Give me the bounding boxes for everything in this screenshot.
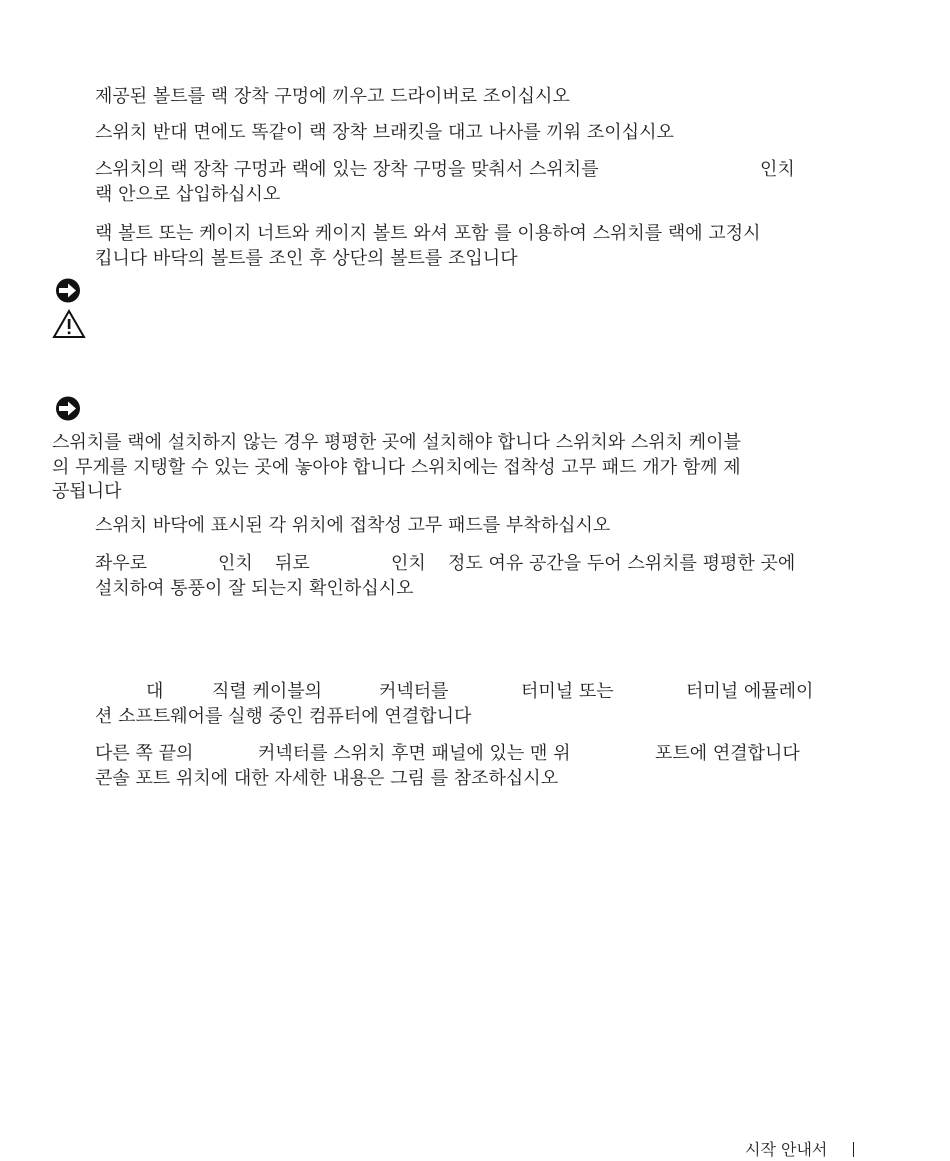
rack-step-4-line-2: 킵니다 바닥의 볼트를 조인 후 상단의 볼트를 조입니다: [95, 248, 518, 269]
flat-step-2-part-4: 인치: [391, 553, 426, 574]
rack-step-2-line-1: 스위치 반대 면에도 똑같이 랙 장착 브래킷을 대고 나사를 끼워 조이십시오: [95, 122, 674, 143]
flat-step-1-line-1: 스위치 바닥에 표시된 각 위치에 접착성 고무 패드를 부착하십시오: [95, 515, 611, 536]
console-step-1-part-4: 터미널 또는: [521, 681, 614, 702]
flat-intro-line-3: 공됩니다: [52, 481, 122, 502]
flat-step-2-line-2: 설치하여 통풍이 잘 되는지 확인하십시오: [95, 578, 414, 599]
flat-step-2-part-2: 인치: [218, 553, 253, 574]
console-step-2-line-2: 콘솔 포트 위치에 대한 자세한 내용은 그림 를 참조하십시오: [95, 768, 559, 789]
notice-icon: [54, 396, 84, 421]
console-step-1-part-2: 직렬 케이블의: [212, 681, 323, 702]
rack-step-4-line-1: 랙 볼트 또는 케이지 너트와 케이지 볼트 와셔 포함 를 이용하여 스위치를 랙에 고정시: [95, 223, 761, 244]
flat-step-2-part-3: 뒤로: [275, 553, 310, 574]
console-step-1-part-3: 커넥터를: [379, 681, 449, 702]
notice-icon: [54, 278, 84, 303]
caution-icon: [52, 309, 86, 339]
rack-step-1-line-1: 제공된 볼트를 랙 장착 구멍에 끼우고 드라이버로 조이십시오: [95, 86, 570, 107]
rack-step-3-line-1-part-2: 인치: [760, 159, 795, 180]
flat-intro-line-2: 의 무게를 지탱할 수 있는 곳에 놓아야 합니다 스위치에는 접착성 고무 패드 개가 함께 제: [52, 457, 741, 478]
footer-label: 시작 안내서: [745, 1140, 828, 1159]
flat-step-2-part-5: 정도 여유 공간을 두어 스위치를 평평한 곳에: [448, 553, 796, 574]
console-step-2-part-2: 커넥터를 스위치 후면 패널에 있는 맨 위: [258, 743, 571, 764]
rack-step-3-line-1-part-1: 스위치의 랙 장착 구멍과 랙에 있는 장착 구멍을 맞춰서 스위치를: [95, 159, 599, 180]
console-step-1-part-1: 대: [146, 681, 164, 702]
footer-separator: [853, 1142, 854, 1157]
console-step-1-line-2: 션 소프트웨어를 실행 중인 컴퓨터에 연결합니다: [95, 706, 472, 727]
flat-intro-line-1: 스위치를 랙에 설치하지 않는 경우 평평한 곳에 설치해야 합니다 스위치와 스위치 케이블: [52, 432, 741, 453]
console-step-1-part-5: 터미널 에뮬레이: [686, 681, 814, 702]
rack-step-3-line-2: 랙 안으로 삽입하십시오: [95, 184, 281, 205]
console-step-2-part-3: 포트에 연결합니다: [655, 743, 800, 764]
flat-step-2-part-1: 좌우로: [95, 553, 148, 574]
console-step-2-part-1: 다른 쪽 끝의: [95, 743, 194, 764]
